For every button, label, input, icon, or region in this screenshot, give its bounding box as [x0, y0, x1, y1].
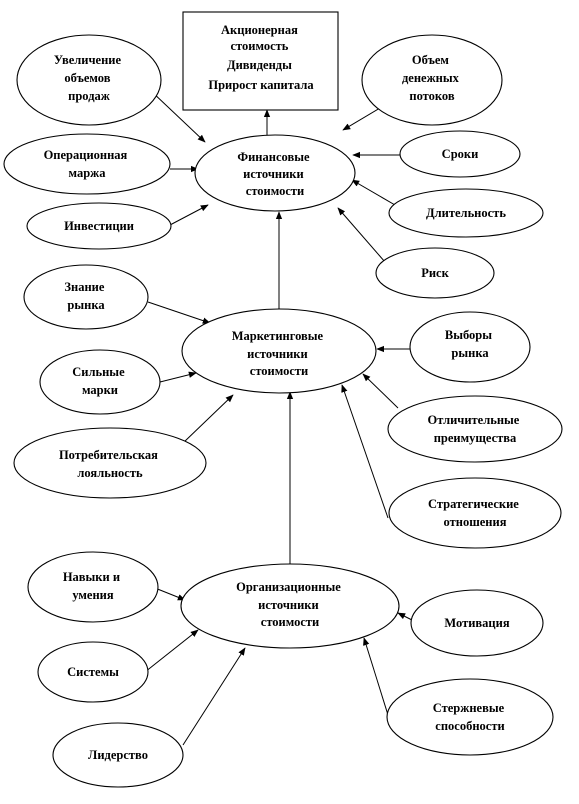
- market-knowledge-node: [24, 265, 148, 329]
- svg-text:Лидерство: Лидерство: [88, 748, 148, 762]
- svg-text:Организационные источник: Организационные источники стоимости: [236, 580, 341, 629]
- edge-skills: [155, 588, 185, 600]
- svg-text:Объем денежных пот: Объем денежных потоков: [401, 53, 459, 103]
- edge-strong-brands: [160, 373, 196, 382]
- edge-investments: [170, 205, 208, 225]
- consumer-loyalty-node: [14, 428, 206, 498]
- svg-text:Стратегические отношения: Стратегические отношения: [428, 497, 519, 529]
- strong-brands-node: [40, 350, 160, 414]
- edge-advantages: [363, 374, 398, 408]
- svg-text:Риск: Риск: [421, 266, 449, 280]
- svg-text:Операционная маржа: Операционная маржа: [43, 148, 128, 180]
- investments-node: [27, 203, 171, 249]
- shareholder-value-box: [183, 12, 338, 110]
- shareholder-value-line-2: стоимость: [230, 39, 289, 53]
- edge-consumer-loyalty: [183, 395, 233, 443]
- svg-text:Инвестиции: Инвестиции: [64, 219, 134, 233]
- systems-node: [38, 642, 148, 702]
- risk-node: [376, 248, 494, 298]
- durability-node: [389, 189, 543, 237]
- strategic-relations-node: [389, 478, 561, 548]
- financial-sources-node: [195, 135, 355, 211]
- cash-flow-node: [362, 35, 502, 125]
- svg-text:Длительность: Длительность: [426, 206, 506, 220]
- marketing-sources-node: [182, 309, 376, 393]
- timing-node: [400, 131, 520, 177]
- sales-growth-node: [17, 35, 161, 125]
- edge-durability: [352, 180, 395, 205]
- edge-motivation: [398, 613, 412, 620]
- svg-text:Знание рынка: Знание рынка: [64, 280, 105, 312]
- organizational-sources-node: [181, 564, 399, 648]
- core-competencies-node: [387, 679, 553, 755]
- svg-text:Маркетинговые источники: Маркетинговые источники стоимости: [231, 329, 324, 378]
- svg-text:Системы: Системы: [67, 665, 119, 679]
- dividends-line: Дивиденды: [226, 58, 292, 72]
- shareholder-value-line-1: Акционерная: [221, 23, 298, 37]
- market-choice-node: [410, 312, 530, 382]
- edge-leadership: [183, 648, 245, 745]
- svg-text:Увеличение объемов: Увеличение объемов продаж: [53, 53, 122, 103]
- edge-market-knowledge: [148, 302, 210, 323]
- skills-node: [28, 552, 158, 622]
- leadership-node: [53, 723, 183, 787]
- svg-text:Сроки: Сроки: [441, 147, 479, 161]
- capital-gain-line: Прирост капитала: [208, 78, 314, 92]
- svg-text:Навыки и умения: Навыки и умения: [62, 570, 121, 602]
- svg-text:Стержневые способности: Стержневые способности: [432, 701, 505, 733]
- svg-text:Мотивация: Мотивация: [444, 616, 510, 630]
- edge-risk: [338, 208, 385, 262]
- svg-text:Сильные марки: Сильные марки: [72, 365, 125, 397]
- edge-core-competencies: [364, 638, 388, 715]
- edge-strategic-relations: [342, 385, 388, 518]
- svg-text:Финансовые источники: Финансовые источники стоимости: [237, 150, 310, 198]
- edge-systems: [145, 630, 198, 672]
- svg-text:Потребительская лояльнос: Потребительская лояльность: [58, 448, 158, 480]
- motivation-node: [411, 590, 543, 656]
- advantages-node: [388, 396, 562, 462]
- svg-text:Выборы рынка: Выборы рынка: [444, 328, 493, 360]
- svg-text:Отличительные преимущест: Отличительные преимущества: [427, 413, 520, 445]
- operating-margin-node: [4, 134, 170, 194]
